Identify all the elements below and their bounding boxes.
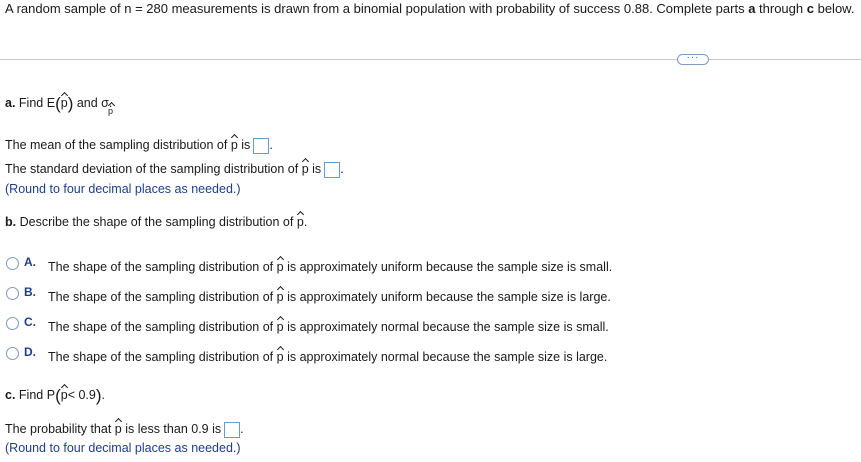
- sigma-subscript-p-hat: p: [108, 106, 114, 116]
- more-options-button[interactable]: [677, 51, 709, 65]
- p-hat-symbol: p: [276, 350, 284, 364]
- ellipsis-icon: ···: [686, 51, 700, 63]
- question-intro: A random sample of n = 280 measurements is drawn from a binomial population with probability of success 0.88. Complete parts a through c below.: [5, 1, 855, 16]
- option-a-text[interactable]: The shape of the sampling distribution of p is approximately uniform because the sample size is small.: [48, 260, 613, 274]
- part-a-prompt: a. Find E(p) and σ.: [5, 94, 113, 113]
- round-note-c: (Round to four decimal places as needed.): [5, 441, 241, 455]
- probability-answer-input[interactable]: [224, 422, 240, 438]
- option-d-letter: D.: [24, 345, 36, 359]
- round-note-a: (Round to four decimal places as needed.): [5, 182, 241, 196]
- option-d-text[interactable]: The shape of the sampling distribution of p is approximately normal because the sample size is large.: [48, 350, 608, 364]
- option-b-radio[interactable]: [6, 287, 19, 300]
- p-hat-symbol: p: [230, 138, 238, 152]
- option-b-letter: B.: [24, 285, 36, 299]
- option-d-radio[interactable]: [6, 347, 19, 360]
- sd-answer-input[interactable]: [324, 162, 340, 178]
- p-hat-symbol: p: [276, 260, 284, 274]
- p-hat-symbol: p: [60, 388, 68, 402]
- part-b-prompt: b. Describe the shape of the sampling distribution of p.: [5, 215, 308, 229]
- option-c-letter: C.: [24, 315, 36, 329]
- option-a-radio[interactable]: [6, 257, 19, 270]
- probability-line: The probability that p is less than 0.9 is .: [5, 422, 244, 436]
- part-c-prompt: c. Find P(p< 0.9).: [5, 386, 105, 405]
- p-hat-symbol: p: [276, 290, 284, 304]
- p-hat-symbol: p: [296, 215, 304, 229]
- option-a-letter: A.: [24, 255, 36, 269]
- divider: [0, 59, 861, 60]
- p-hat-symbol: p: [301, 162, 309, 176]
- option-c-radio[interactable]: [6, 317, 19, 330]
- sd-line: The standard deviation of the sampling distribution of p is .: [5, 162, 344, 176]
- mean-line: The mean of the sampling distribution of p is .: [5, 138, 273, 152]
- option-c-text[interactable]: The shape of the sampling distribution of p is approximately normal because the sample size is small.: [48, 320, 609, 334]
- p-hat-symbol: p: [60, 96, 68, 110]
- mean-answer-input[interactable]: [253, 138, 269, 154]
- p-hat-symbol: p: [114, 422, 122, 436]
- option-b-text[interactable]: The shape of the sampling distribution of p is approximately uniform because the sample size is large.: [48, 290, 611, 304]
- p-hat-symbol: p: [276, 320, 284, 334]
